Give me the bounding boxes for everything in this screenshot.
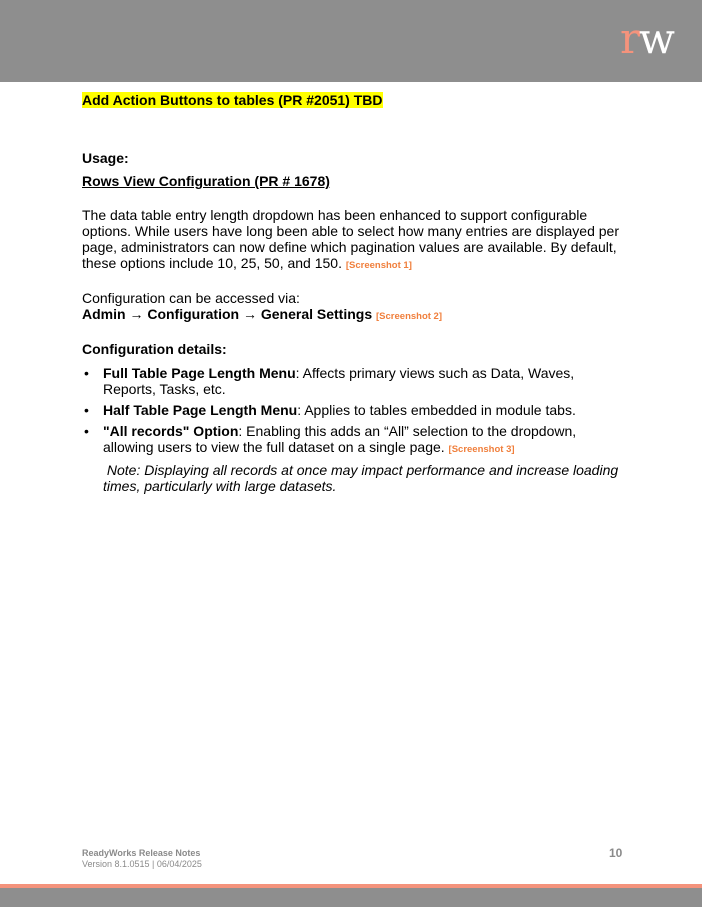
access-line: Configuration can be accessed via: bbox=[82, 290, 300, 306]
document-body bbox=[82, 92, 622, 494]
logo-r: r bbox=[619, 14, 640, 63]
footer-version: Version 8.1.0515 | 06/04/2025 bbox=[82, 859, 202, 869]
list-item bbox=[82, 365, 622, 397]
details-list bbox=[82, 365, 622, 458]
bullet-text: : Affects primary views such as Data, Waves, Reports, Tasks, etc. bbox=[103, 365, 575, 397]
intro-paragraph bbox=[82, 207, 622, 274]
note-text bbox=[82, 462, 622, 494]
screenshot-ref-3: [Screenshot 3] bbox=[448, 444, 515, 455]
screenshot-ref-1: [Screenshot 1] bbox=[345, 260, 412, 271]
footer-doc-title: ReadyWorks Release Notes bbox=[82, 848, 201, 858]
list-item bbox=[82, 402, 622, 418]
highlighted-title: Add Action Buttons to tables (PR #2051) TBD bbox=[82, 92, 383, 108]
page-header bbox=[0, 0, 702, 82]
footer-bar bbox=[0, 888, 702, 907]
note-content: Note: Displaying all records at once may impact performance and increase loading times, particularly with large datasets. bbox=[103, 462, 619, 494]
section-heading: Rows View Configuration (PR # 1678) bbox=[82, 173, 330, 189]
intro-text: The data table entry length dropdown has been enhanced to support configurable options. While users have long been able to select how many entries are displayed per page, administrators can now define which pagination values are available. By default, these options include 10, 25, 50, and 150. bbox=[82, 207, 619, 271]
readyworks-logo bbox=[620, 14, 674, 64]
page-number: 10 bbox=[609, 846, 623, 860]
access-path: Admin → Configuration → General Settings bbox=[82, 306, 373, 322]
bullet-term: Full Table Page Length Menu bbox=[103, 365, 296, 381]
screenshot-ref-2: [Screenshot 2] bbox=[376, 311, 443, 322]
bullet-text: : Applies to tables embedded in module tabs. bbox=[297, 402, 576, 418]
bullet-term: Half Table Page Length Menu bbox=[103, 402, 298, 418]
logo-w: w bbox=[639, 14, 674, 63]
access-path-line bbox=[82, 306, 622, 325]
details-heading: Configuration details: bbox=[82, 341, 227, 357]
bullet-text: : Enabling this adds an “All” selection to the dropdown, allowing users to view the full dataset on a single page. bbox=[103, 423, 577, 455]
bullet-term: "All records" Option bbox=[103, 423, 239, 439]
list-item bbox=[82, 423, 622, 458]
footer-info bbox=[82, 848, 202, 870]
usage-label: Usage: bbox=[82, 150, 129, 166]
